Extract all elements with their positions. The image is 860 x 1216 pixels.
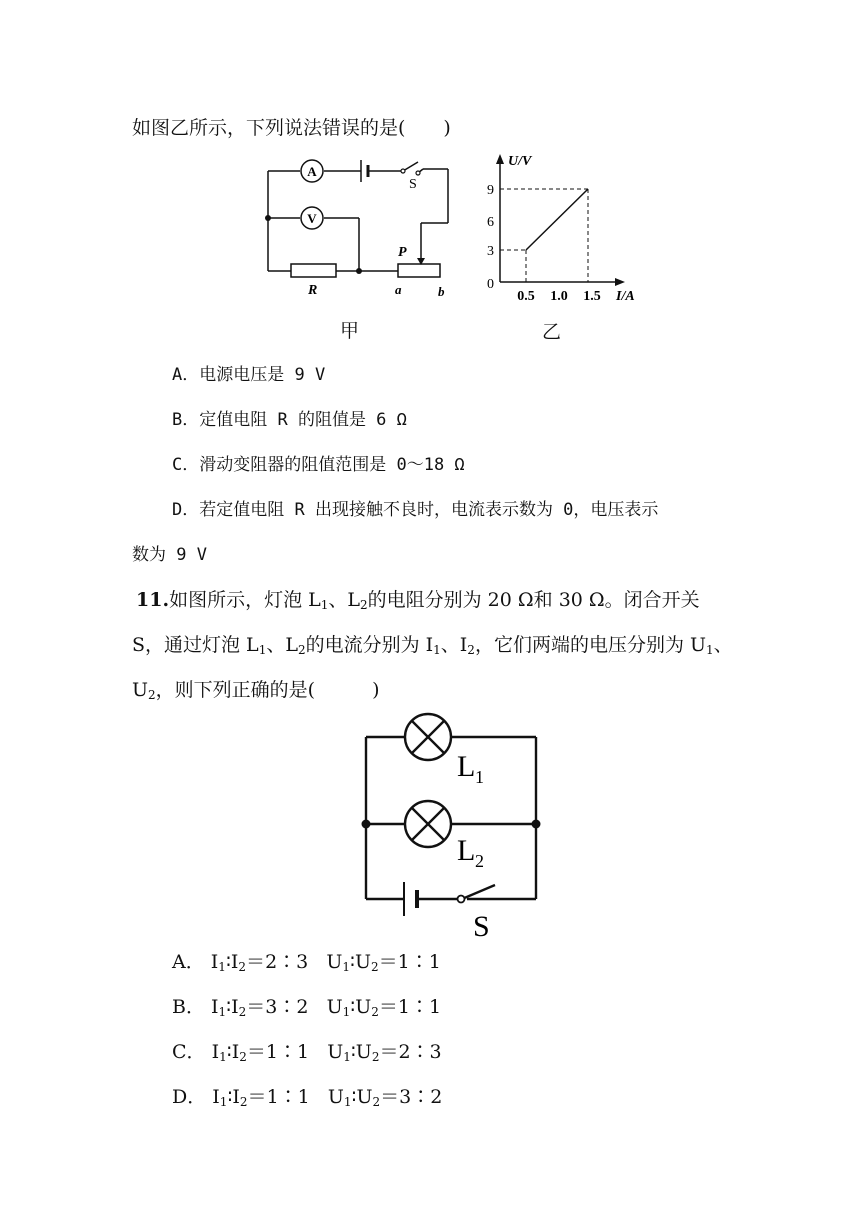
graph-x-tick: 1.5 [583, 289, 601, 304]
q11-sub: 2 [239, 1050, 247, 1064]
q11-sub: 1 [342, 1005, 351, 1019]
q10-option-d: D．若定值电阻 R 出现接触不良时，电流表示数为 0，电压表示 [172, 500, 659, 520]
q11-line1 [136, 588, 700, 617]
colon: ∶ [226, 1041, 232, 1063]
q11-sub: 2 [372, 1095, 381, 1109]
voltage-ratio: 1∶1 [397, 951, 441, 973]
current-ratio: 2∶3 [265, 951, 309, 973]
q11-sub: 1 [706, 643, 714, 657]
q11-text: 的电流分别为 I [305, 634, 434, 656]
end-a-label: a [395, 282, 402, 297]
q11-text: 、L [266, 634, 298, 656]
q11-option-c [172, 1040, 442, 1069]
equals: ＝ [246, 951, 266, 973]
q11-sub: 2 [238, 960, 247, 974]
resistor-label: R [308, 283, 318, 298]
q11-number: 11. [136, 589, 170, 611]
equals: ＝ [380, 1086, 400, 1108]
q11-sub: 1 [219, 1050, 227, 1064]
i-symbol: I [230, 951, 239, 973]
colon: ∶ [350, 996, 356, 1018]
q11-sub: 2 [297, 643, 306, 657]
end-b-label: b [438, 284, 445, 299]
q11-text: 、I [440, 634, 468, 656]
q10-option-b: B．定值电阻 R 的阻值是 6 Ω [172, 410, 407, 430]
q11-sub: 1 [320, 598, 329, 612]
q10-stem: 如图乙所示，下列说法错误的是( ) [132, 117, 451, 139]
colon: ∶ [226, 996, 232, 1018]
q11-option-d [172, 1085, 442, 1114]
q11-sub: 1 [343, 1095, 352, 1109]
u-symbol: U [327, 1086, 344, 1108]
q11-sub: 2 [371, 1050, 380, 1064]
graph-x-label: I/A [616, 289, 635, 304]
colon: ∶ [225, 951, 231, 973]
q11-text: 、L [328, 589, 360, 611]
q11-option-b [172, 995, 441, 1024]
i-symbol: I [211, 996, 219, 1018]
graph-y-label: U/V [508, 154, 532, 169]
graph-origin: 0 [487, 277, 494, 292]
i-symbol: I [231, 996, 239, 1018]
equals: ＝ [246, 996, 266, 1018]
q11-line2 [132, 633, 733, 662]
colon: ∶ [350, 951, 355, 973]
colon: ∶ [350, 1041, 356, 1063]
voltage-ratio: 2∶3 [398, 1041, 442, 1063]
option-letter: A． [172, 951, 205, 973]
fig-jia-caption: 甲 [340, 320, 360, 342]
fig-yi-caption: 乙 [542, 321, 562, 343]
u-symbol: U [326, 996, 343, 1018]
u-symbol: U [354, 951, 371, 973]
q11-text: 的电阻分别为 20 Ω和 30 Ω。闭合开关 [367, 589, 700, 611]
q11-sub: 1 [219, 1095, 228, 1109]
current-ratio: 1∶1 [265, 1041, 310, 1063]
equals: ＝ [378, 996, 398, 1018]
current-ratio: 3∶2 [265, 996, 309, 1018]
colon: ∶ [227, 1086, 233, 1108]
q11-sub: 2 [360, 598, 368, 612]
q11-text: U [132, 679, 149, 701]
q10-option-c: C．滑动变阻器的阻值范围是 0～18 Ω [172, 455, 465, 475]
u-symbol: U [327, 1041, 344, 1063]
q11-option-a [172, 950, 441, 979]
q11-sub: 2 [239, 1095, 248, 1109]
lamp2-sub: 2 [475, 851, 484, 871]
current-ratio: 1∶1 [266, 1086, 310, 1108]
i-symbol: I [212, 1086, 220, 1108]
i-symbol: I [231, 1041, 240, 1063]
q11-line3 [132, 678, 379, 707]
q10-graph-figure [480, 148, 650, 308]
q11-sub: 1 [433, 643, 441, 657]
equals: ＝ [246, 1041, 266, 1063]
colon: ∶ [351, 1086, 357, 1108]
i-symbol: I [210, 951, 219, 973]
voltage-ratio: 1∶1 [397, 996, 442, 1018]
lamp2-label: L [457, 834, 476, 867]
equals: ＝ [378, 951, 398, 973]
q11-text: ，它们两端的电压分别为 U [474, 634, 706, 656]
graph-y-tick: 6 [487, 215, 494, 230]
q11-sub: 1 [342, 960, 351, 974]
q10-circuit-figure [258, 150, 458, 300]
q11-sub: 1 [258, 643, 267, 657]
q10-option-d-cont: 数为 9 V [132, 545, 207, 565]
lamp1-sub: 1 [475, 767, 484, 787]
option-letter: C． [172, 1041, 206, 1063]
q11-sub: 1 [218, 960, 226, 974]
switch-label: S [409, 177, 417, 192]
q11-text: ，则下列正确的是( ) [155, 679, 380, 701]
graph-x-tick: 1.0 [550, 289, 568, 304]
voltage-ratio: 3∶2 [399, 1086, 443, 1108]
q11-sub: 2 [238, 1005, 247, 1019]
u-symbol: U [355, 996, 372, 1018]
q11-text: 、 [713, 634, 733, 656]
graph-y-tick: 3 [487, 244, 494, 259]
option-letter: B． [172, 996, 205, 1018]
q11-text: 如图所示，灯泡 L [169, 589, 321, 611]
u-symbol: U [326, 951, 343, 973]
lamp1-label: L [457, 750, 476, 783]
ammeter-label: A [307, 164, 317, 179]
u-symbol: U [355, 1041, 372, 1063]
q10-option-a: A．电源电压是 9 V [172, 365, 326, 385]
option-letter: D． [172, 1086, 207, 1108]
equals: ＝ [247, 1086, 267, 1108]
u-symbol: U [356, 1086, 373, 1108]
q11-sub: 1 [218, 1005, 227, 1019]
q11-sub: 2 [371, 1005, 379, 1019]
q11-sub: 2 [148, 688, 156, 702]
q11-sub: 2 [467, 643, 475, 657]
graph-y-tick: 9 [487, 183, 494, 198]
i-symbol: I [211, 1041, 220, 1063]
graph-x-tick: 0.5 [517, 289, 535, 304]
i-symbol: I [232, 1086, 240, 1108]
q11-sub: 1 [343, 1050, 351, 1064]
q11-sub: 2 [371, 960, 379, 974]
slider-label: P [398, 245, 407, 260]
equals: ＝ [379, 1041, 399, 1063]
switch-s-label: S [473, 910, 490, 943]
voltmeter-label: V [307, 211, 317, 226]
q11-text: S，通过灯泡 L [132, 634, 259, 656]
q11-circuit-figure [355, 712, 555, 944]
